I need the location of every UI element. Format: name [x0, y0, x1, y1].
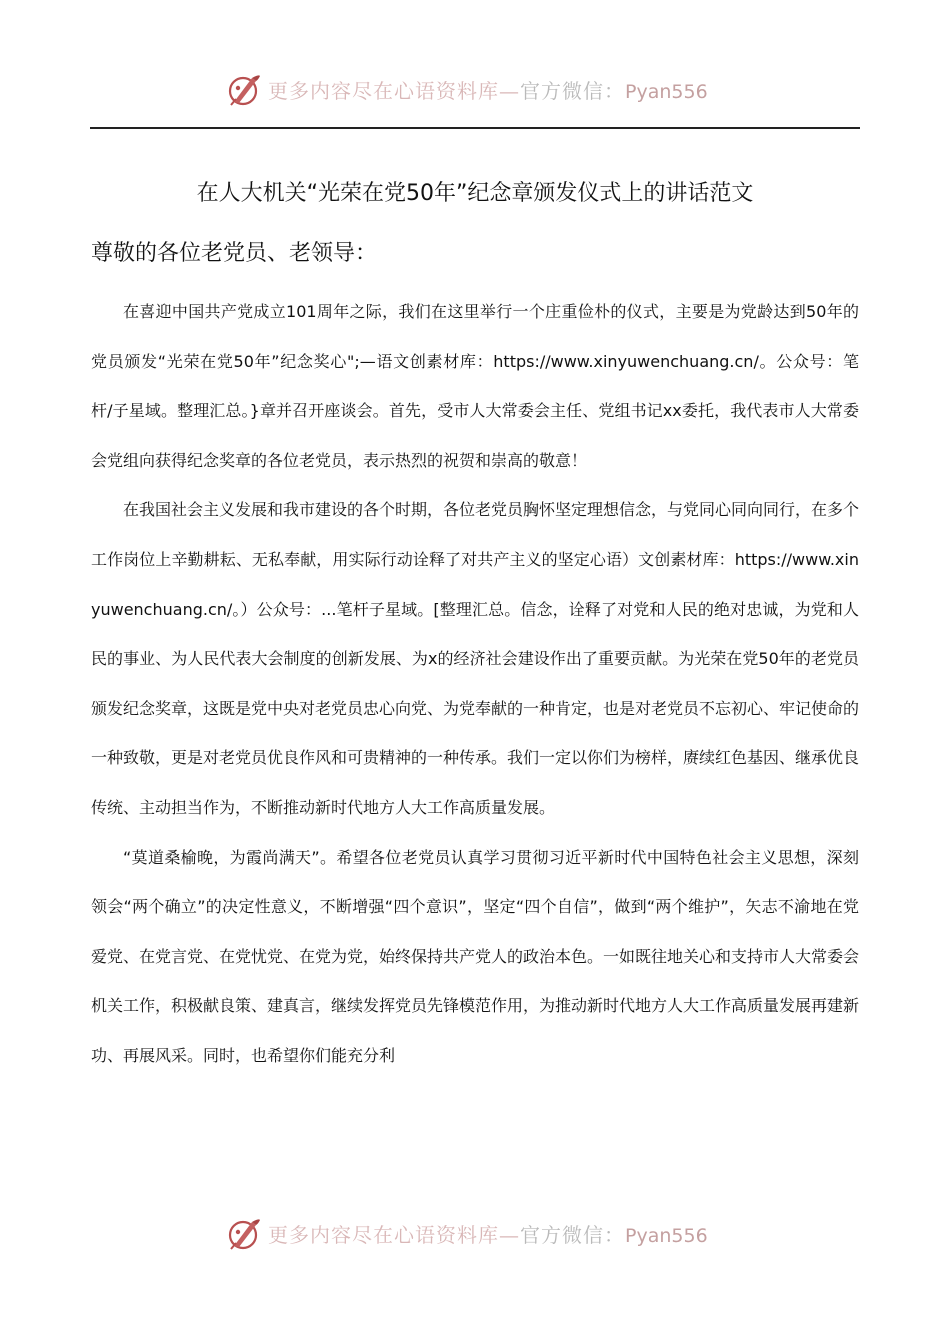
document-body — [91, 287, 859, 1081]
wechat-id: Pyan556 — [625, 1225, 708, 1247]
brand-text: 更多内容尽在心语资料库— — [268, 1223, 520, 1247]
document-title: 在人大机关“光荣在党50年”纪念章颁发仪式上的讲话范文 — [196, 181, 754, 206]
wechat-id: Pyan556 — [625, 81, 708, 103]
header-banner — [0, 72, 950, 112]
quill-logo-icon — [226, 1216, 262, 1252]
wechat-label: 官方微信： — [520, 79, 625, 103]
quill-logo-icon — [226, 72, 262, 108]
header-banner-text — [268, 78, 708, 105]
paragraph: “莫道桑榆晚，为霞尚满天”。希望各位老党员认真学习贯彻习近平新时代中国特色社会主义思想，深刻领会“两个确立”的决定性意义，不断增强“四个意识”，坚定“四个自信”，做到“两个维护”，矢志不渝地在党爱党、在党言党、在党忧党、在党为党，始终保持共产党人的政治本色。一如既往地关心和支持市人大常委会机关工作，积极献良策、建真言，继续发挥党员先锋模范作用，为推动新时代地方人大工作高质量发展再建新功、再展风采。同时，也希望你们能充分利 — [91, 847, 860, 1065]
paragraph: 在喜迎中国共产党成立101周年之际，我们在这里举行一个庄重俭朴的仪式，主要是为党龄达到50年的党员颁发“光荣在党50年”纪念奖心";—语文创素材库：https://www.xinyuwenchuang.cn/。公众号：笔杆/子星域。整理汇总。}章并召开座谈会。首先，受市人大常委会主任、党组书记xx委托，我代表市人大常委会党组向获得纪念奖章的各位老党员，表示热烈的祝贺和崇高的敬意！ — [91, 302, 859, 470]
brand-text: 更多内容尽在心语资料库— — [268, 79, 520, 103]
footer-banner — [0, 1216, 950, 1256]
header-divider — [90, 127, 860, 129]
wechat-label: 官方微信： — [520, 1223, 625, 1247]
salutation: 尊敬的各位老党员、老领导： — [91, 241, 378, 266]
footer-banner-text — [268, 1222, 708, 1249]
paragraph: 在我国社会主义发展和我市建设的各个时期，各位老党员胸怀坚定理想信念，与党同心同向同行，在多个工作岗位上辛勤耕耘、无私奉献，用实际行动诠释了对共产主义的坚定心语）文创素材库：https://www.xinyuwenchuang.cn/。）公众号：...笔杆子星域。[整理汇总。信念，诠释了对党和人民的绝对忠诚，为党和人民的事业、为人民代表大会制度的创新发展、为x的经济社会建设作出了重要贡献。为光荣在党50年的老党员颁发纪念奖章，这既是党中央对老党员忠心向党、为党奉献的一种肯定，也是对老党员不忘初心、牢记使命的一种致敬，更是对老党员优良作风和可贵精神的一种传承。我们一定以你们为榜样，赓续红色基因、继承优良传统、主动担当作为，不断推动新时代地方人大工作高质量发展。 — [91, 500, 860, 817]
